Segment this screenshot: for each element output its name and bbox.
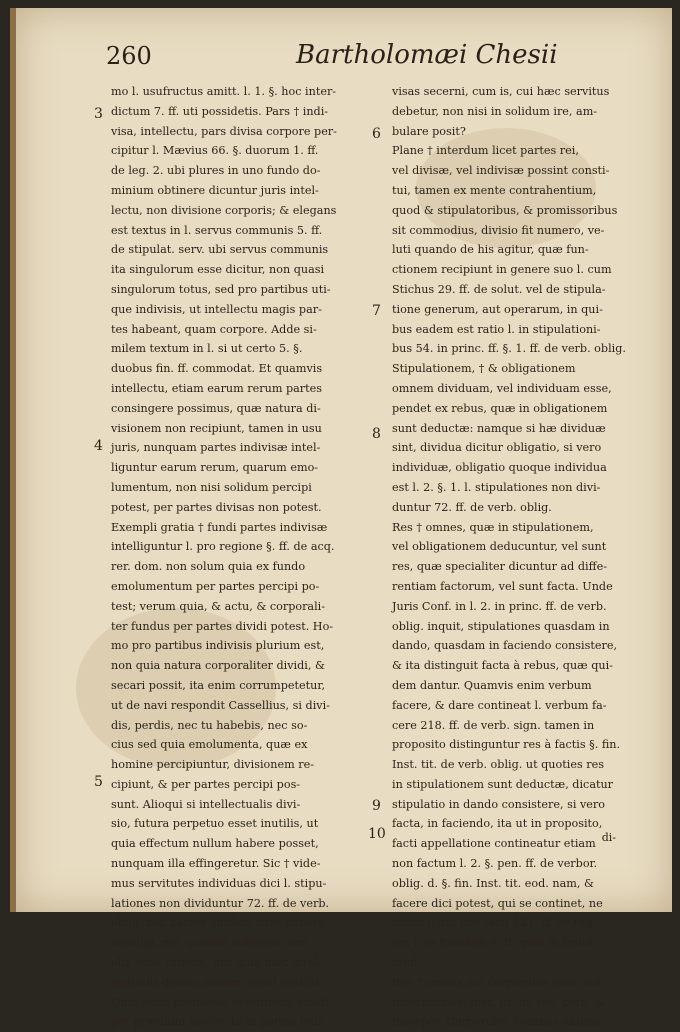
text-line: in stipulationem sunt deductæ, dicatur	[392, 777, 614, 791]
margin-number: 9	[372, 798, 381, 814]
text-line: jur. l. in fraudem 4. ff. quæ in fraud.	[392, 936, 596, 950]
text-line: dis, perdis, nec tu habebis, nec so-	[111, 718, 308, 732]
text-line: mo l. usufructus amitt. l. 1. §. hoc inter-	[111, 85, 337, 98]
catchword: di-	[601, 831, 616, 844]
text-line: faciat l. qui non facit 121. ff. de reg.	[392, 916, 597, 930]
text-line: duntur 72. ff. de verb. oblig.	[392, 500, 552, 514]
text-line: intelliguntur l. pro regione §. ff. de acq.	[111, 540, 335, 554]
text-line: cere 218. ff. de verb. sign. tamen in	[392, 718, 595, 732]
margin-number: 10	[368, 826, 386, 842]
margin-number: 4	[94, 438, 103, 454]
text-line: sio, futura perpetuo esset inutilis, ut	[111, 817, 319, 831]
text-line: Inst. tit. de verb. oblig. ut quoties res	[392, 758, 604, 772]
text-line: milem textum in l. si ut certo 5. §.	[111, 342, 303, 356]
text-line: est textus in l. servus communis 5. ff.	[111, 223, 323, 237]
text-line: duobus fin. ff. commodat. Et quamvis	[111, 362, 323, 376]
text-line: Plane † interdum licet partes rei,	[392, 144, 579, 158]
book-page	[10, 8, 672, 1029]
text-line: est l. 2. §. 1. l. stipulationes non divi-	[392, 480, 601, 494]
text-line: dictum 7. ff. uti possidetis. Pars † indi-	[111, 104, 329, 118]
text-line: cred.	[392, 956, 421, 970]
margin-number: 6	[372, 126, 381, 142]
text-line: proposito distinguntur res à factis §. fin.	[392, 738, 621, 752]
text-line: non factum l. 2. §. pen. ff. de verbor.	[392, 857, 598, 871]
text-line: que indivisis, ut intellectu magis par-	[111, 302, 322, 316]
text-line: vel obligationem deducuntur, vel sunt	[392, 540, 607, 554]
text-line: debetur, non nisi in solidum ire, am-	[392, 104, 598, 118]
text-line: de leg. 2. ubi plures in uno fundo do-	[111, 164, 321, 178]
text-line: mo pro partibus indivisis plurium est,	[111, 639, 325, 653]
text-line: individuæ, obligatio quoque individua	[392, 461, 607, 475]
text-line: test; verum quia, & actu, & corporali-	[111, 599, 326, 613]
text-line: facta, in faciendo, ita ut in proposito,	[392, 817, 603, 831]
text-line: emolumentum per partes percipi po-	[111, 579, 320, 593]
text-line: mus servitutes individuas dici l. stipu-	[111, 876, 327, 890]
text-line: secari possit, ita enim corrumpetetur,	[111, 678, 325, 692]
text-line: oblig. d. §. fin. Inst. tit. eod. nam, &	[392, 876, 594, 890]
left-text-column	[111, 82, 365, 1029]
text-line: rentiam factorum, vel sunt facta. Unde	[392, 579, 613, 593]
text-line: intelligi, nec quidem indivisas, non	[111, 936, 309, 950]
text-line: bus 54. in princ. ff. §. 1. ff. de verb. oblig.	[392, 342, 626, 356]
text-line: visa, intellectu, pars divisa corpore per-	[111, 124, 337, 138]
text-line: res, quæ specialiter dicuntur ad diffe-	[392, 560, 607, 574]
text-line: lationes non dividuntur 72. ff. de verb.	[111, 896, 330, 910]
text-line: Quid enim prodesset servitutem eundi	[111, 995, 329, 1009]
text-line: singulorum totus, sed pro partibus uti-	[111, 282, 331, 296]
text-line: liguntur earum rerum, quarum emo-	[111, 461, 319, 475]
text-line: ut de navi respondit Cassellius, si divi-	[111, 698, 330, 712]
text-line: consingere possimus, quæ natura di-	[111, 401, 321, 415]
text-line: Res † omnes aut corporales sunt, aut	[392, 975, 602, 989]
text-line: facti appellatione contineatur etiam	[392, 837, 596, 851]
text-line: oblig. inquit, stipulationes quasdam in	[392, 619, 610, 633]
text-line: minium obtinere dicuntur juris intel-	[111, 183, 319, 197]
text-line: rer. dom. non solum quia ex fundo	[111, 560, 306, 574]
text-line: cius sed quia emolumenta, quæ ex	[111, 738, 308, 752]
text-line: Stipulationem, † & obligationem	[392, 362, 576, 376]
text-line: facere dici potest, qui se continet, ne	[392, 896, 603, 910]
text-line: visas secerni, cum is, cui hæc servitus	[392, 85, 610, 98]
text-line: dem dantur. Quamvis enim verbum	[392, 678, 592, 692]
text-line: oblig. nec partes quidem istas habere	[111, 916, 325, 930]
text-line: stipulatio in dando consistere, si vero	[392, 797, 605, 811]
text-line: cipitur l. Mævius 66. §. duorum 1. ff.	[111, 144, 319, 158]
text-line: luti quando de his agitur, quæ fun-	[392, 243, 589, 257]
running-head: Bartholomæi Chesii	[296, 40, 558, 70]
margin-number: 8	[372, 426, 381, 442]
text-line: potest, per partes divisas non potest.	[111, 500, 322, 514]
text-line: incorpor. Corporales † omnes natura	[392, 1015, 600, 1029]
margin-number: 3	[94, 106, 103, 122]
text-line: ter fundus per partes dividi potest. Ho-	[111, 619, 334, 633]
margin-number: 7	[372, 303, 381, 319]
text-line: & ita distinguit facta à rebus, quæ qui-	[392, 659, 613, 673]
text-line: de stipulat. serv. ubi servus communis	[111, 243, 329, 257]
text-line: tui, tamen ex mente contrahentium,	[392, 183, 597, 197]
text-line: Exempli gratia † fundi partes indivisæ	[111, 520, 328, 534]
text-line: lumentum, non nisi solidum percipi	[111, 480, 312, 494]
text-line: lectu, non divisione corporis; & elegans	[111, 203, 337, 217]
text-line: homine percipiuntur, divisionem re-	[111, 758, 314, 772]
text-line: bus eadem est ratio l. in stipulationi-	[392, 322, 601, 336]
right-text-column	[392, 82, 646, 1029]
margin-number: 5	[94, 774, 103, 790]
text-line: bulare posit?	[392, 124, 466, 138]
text-line: ctionem recipiunt in genere suo l. cum	[392, 263, 612, 277]
text-line: Juris Conf. in l. 2. in princ. ff. de verb.	[392, 599, 607, 613]
text-line: dando, quasdam in faciendo consistere,	[392, 639, 618, 653]
text-line: sunt. Alioqui si intellectualis divi-	[111, 797, 301, 811]
text-line: alia sane ratione, nisi quia hæc intel-	[111, 956, 322, 970]
text-line: per prædium intellectu in partes indi-	[111, 1015, 326, 1029]
text-line: tione generum, aut operarum, in qui-	[392, 302, 603, 316]
text-line: Res † omnes, quæ in stipulationem,	[392, 520, 594, 534]
text-line: sit commodius, divisio fit numero, ve-	[392, 223, 605, 237]
page-header	[106, 42, 646, 76]
text-line: Stichus 29. ff. de solut. vel de stipula-	[392, 282, 606, 296]
text-line: quia effectum nullum habere posset,	[111, 837, 319, 851]
text-line: sunt deductæ: namque si hæ dividuæ	[392, 421, 606, 435]
text-line: visionem non recipiunt, tamen in usu	[111, 421, 322, 435]
text-line: omnem dividuam, vel individuam esse,	[392, 381, 612, 395]
page-number: 260	[106, 42, 152, 70]
text-line: sint, dividua dicitur obligatio, si vero	[392, 441, 602, 455]
text-line: ita singulorum esse dicitur, non quasi	[111, 263, 325, 277]
text-line: incorporales, Inst. tit. de reb. corp. &	[392, 995, 605, 1009]
text-line: lectualis divisio omnino esset inutilis.	[111, 975, 324, 989]
text-line: cipiunt, & per partes percipi pos-	[111, 777, 301, 791]
text-line: nunquam illa effingeretur. Sic † vide-	[111, 857, 321, 871]
text-line: facere, & dare contineat l. verbum fa-	[392, 698, 607, 712]
text-line: quod & stipulatoribus, & promissoribus	[392, 203, 618, 217]
text-line: pendet ex rebus, quæ in obligationem	[392, 401, 608, 415]
text-line: tes habeant, quam corpore. Adde si-	[111, 322, 317, 336]
text-line: intellectu, etiam earum rerum partes	[111, 381, 323, 395]
text-line: vel divisæ, vel indivisæ possint consti-	[392, 164, 610, 178]
text-line: juris, nunquam partes indivisæ intel-	[111, 441, 321, 455]
text-line: non quia natura corporaliter dividi, &	[111, 659, 325, 673]
